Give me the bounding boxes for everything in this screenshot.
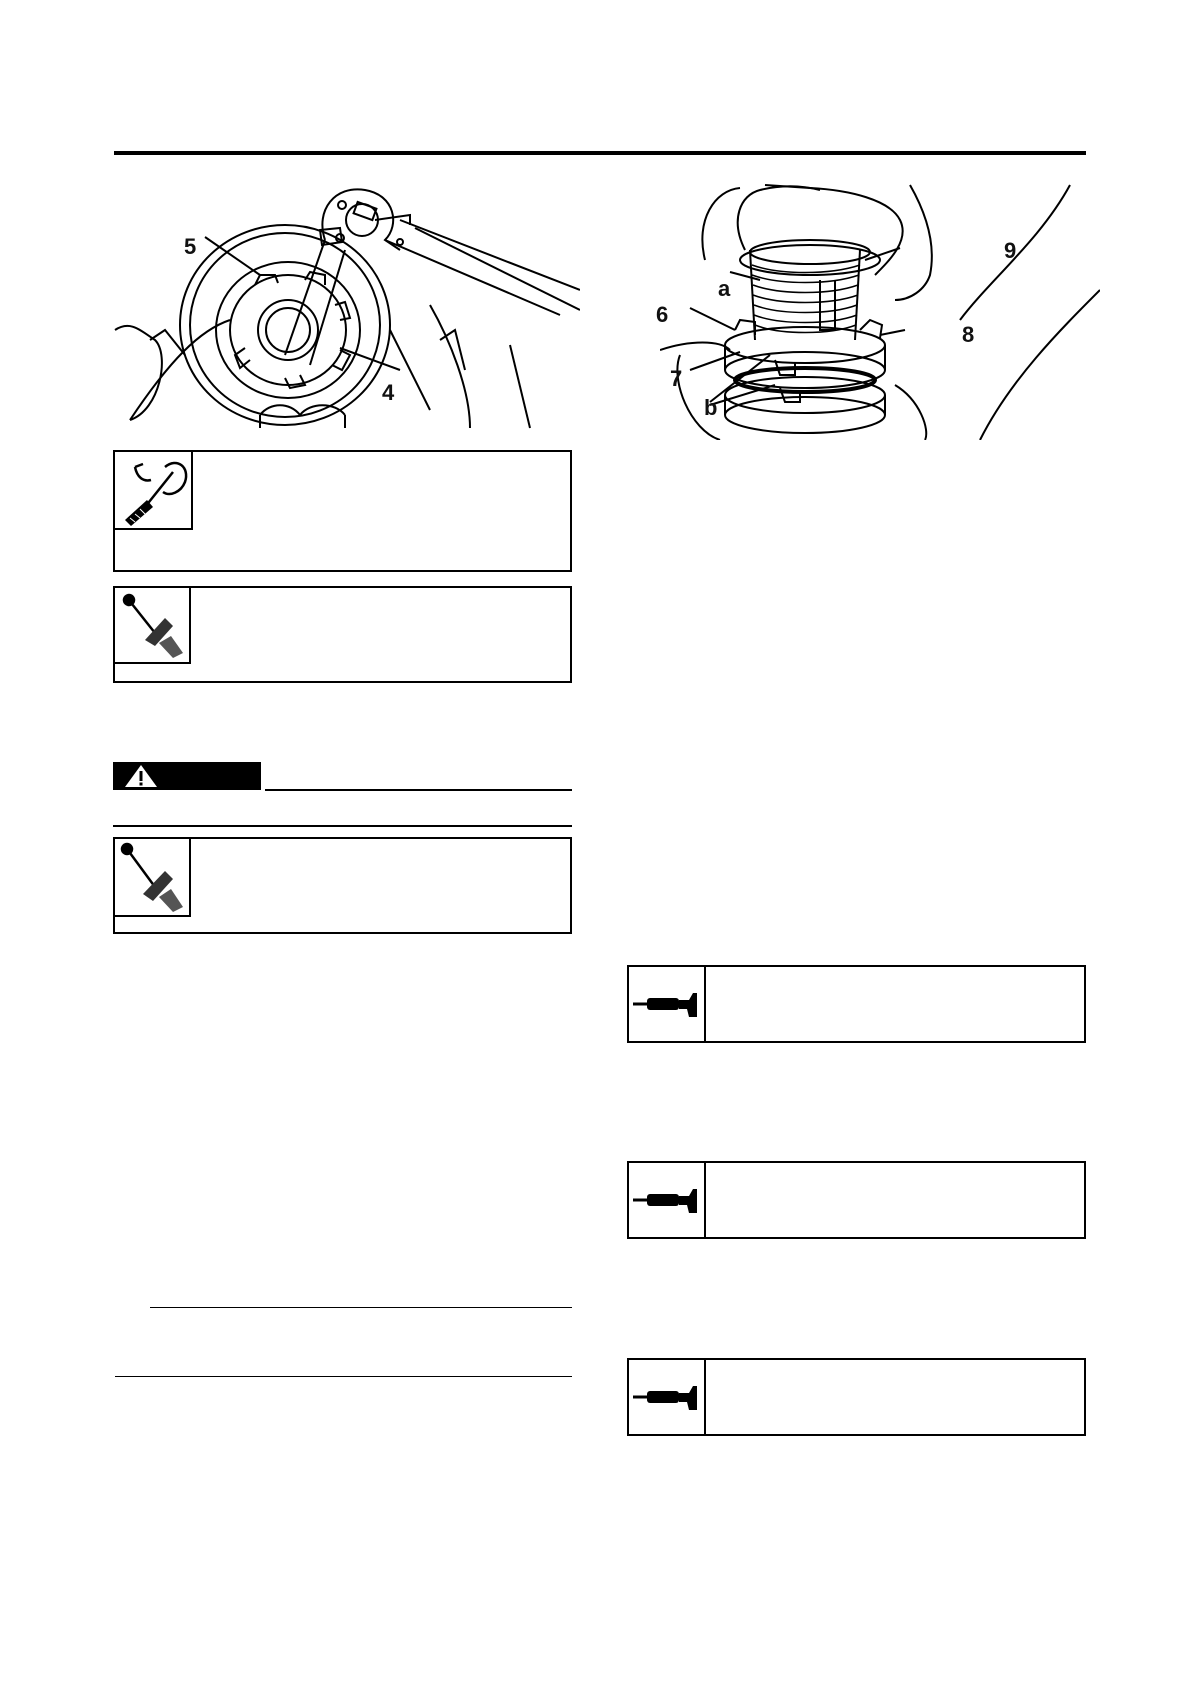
callout-b: b (704, 395, 718, 420)
special-tool-wrench-icon (113, 450, 193, 530)
assembly-illustration (660, 180, 1100, 440)
warning-bottom-rule (113, 825, 572, 827)
grease-gun-icon-3 (627, 1358, 706, 1436)
figure-steering-nut-wrench (110, 180, 580, 430)
callout-7: 7 (670, 366, 683, 391)
note-top-rule (150, 1307, 572, 1308)
figure-steering-head-assembly (660, 180, 1100, 440)
callout-5: 5 (184, 234, 197, 259)
grease-gun-icon (627, 965, 706, 1043)
warning-label (113, 762, 261, 790)
callout-4: 4 (382, 380, 395, 405)
callout-9: 9 (1004, 238, 1017, 263)
callout-8: 8 (962, 322, 975, 347)
grease-gun-icon-2 (627, 1161, 706, 1239)
warning-triangle-icon (121, 762, 161, 790)
torque-wrench-icon-2 (113, 837, 191, 917)
steering-nut-illustration (110, 180, 580, 430)
header-rule (114, 151, 1086, 155)
callout-a: a (718, 276, 731, 301)
torque-wrench-icon (113, 586, 191, 664)
callout-6: 6 (656, 302, 669, 327)
warning-top-rule (265, 789, 572, 791)
note-bottom-rule (115, 1376, 572, 1377)
